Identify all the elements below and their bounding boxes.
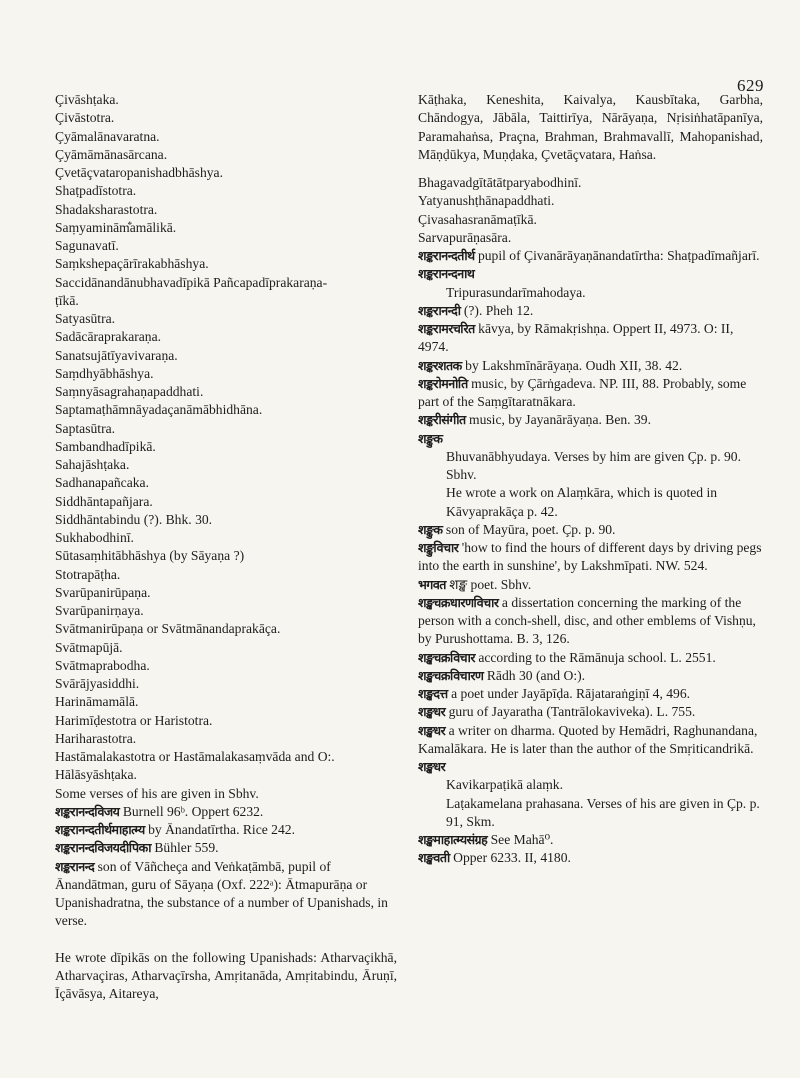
catalogue-entry xyxy=(418,722,763,759)
entry-text: music, by Jayanārāyaṇa. Ben. 39. xyxy=(465,412,651,428)
catalogue-entry xyxy=(418,685,763,703)
title-line: Svarūpanirūpaṇa. xyxy=(55,584,151,600)
entry-text: a writer on dharma. Quoted by Hemādri, Raghunandana, Kamalākara. He is later than the author of the Smṛiticandrikā. xyxy=(418,722,758,756)
entry-text: a poet under Jayāpīḍa. Rājataraṅgiṇī 4, 496. xyxy=(447,686,691,701)
title-line: Siddhāntapañjara. xyxy=(55,493,153,509)
title-line: Saptamaṭhāmnāyadaçanāmābhidhāna. xyxy=(55,402,263,418)
devanagari-headword: शङ्खधर xyxy=(418,759,446,774)
entry-subline: Bhuvanābhyudaya. Verses by him are given Çp. p. 90. Sbhv. xyxy=(446,448,741,482)
left-title-list xyxy=(55,91,397,803)
title-line: Çvetāçvataropanishadbhāshya. xyxy=(55,165,223,180)
catalogue-entry xyxy=(418,357,763,375)
left-tail-paragraph: He wrote dīpikās on the following Upanishads: Atharvaçikhā, Atharvaçiras, Atharvaçīrsha, Amṛitanāda, Amṛitabindu, Āruṇī, Īçāvāsya, Aitareya, xyxy=(55,949,397,1001)
title-line: Saṃnyāsagrahaṇapaddhati. xyxy=(55,384,204,399)
title-line: Çivasahasranāmaṭīkā. xyxy=(418,211,537,227)
title-line: Svātmapūjā. xyxy=(55,639,123,655)
right-entries xyxy=(418,247,763,868)
title-line: ṭīkā. xyxy=(55,292,79,308)
entry-text: Rādh 30 (and O:). xyxy=(483,667,586,683)
devanagari-headword: शङ्कुक xyxy=(418,521,443,537)
title-line: Svātmaprabodha. xyxy=(55,657,150,673)
devanagari-headword: भगवत xyxy=(418,576,446,592)
title-line: Çyāmāmānasārcana. xyxy=(55,146,168,162)
catalogue-entry xyxy=(418,375,763,412)
devanagari-headword: शङ्करानन्द xyxy=(55,858,95,874)
entry-text: music, by Çārṅgadeva. NP. III, 88. Probably, some part of the Saṃgītaratnākara. xyxy=(418,375,747,409)
title-line: Svārājyasiddhi. xyxy=(55,676,140,691)
catalogue-entry xyxy=(55,839,397,857)
entry-text: guru of Jayaratha (Tantrālokaviveka). L. 755. xyxy=(445,704,696,720)
devanagari-headword: शङ्करानन्दविजय xyxy=(55,803,120,819)
devanagari-headword: शङ्करानन्दविजयदीपिका xyxy=(55,840,151,856)
title-line: Sūtasaṃhitābhāshya (by Sāyaṇa ?) xyxy=(55,548,245,564)
title-line: Satyasūtra. xyxy=(55,311,116,326)
entry-text: a dissertation concerning the marking of the person with a conch-shell, disc, and other emblems of Vishṇu, by Purushottama. B. 3, 126. xyxy=(418,594,756,647)
devanagari-headword: शङ्खधर xyxy=(418,704,446,720)
entry-text: kāvya, by Rāmakṛishṇa. Oppert II, 4973. O: II, 4974. xyxy=(418,321,734,355)
catalogue-entry xyxy=(418,247,763,265)
catalogue-entry xyxy=(418,849,763,867)
title-line: Harimīḍestotra or Haristotra. xyxy=(55,712,213,728)
entry-subline: Tripurasundarīmahodaya. xyxy=(446,284,586,300)
title-line: Harināmamālā. xyxy=(55,694,139,710)
entry-text: pupil of Çivanārāyaṇānandatīrtha: Shaṭpadīmañjarī. xyxy=(474,248,760,263)
catalogue-entry xyxy=(418,521,763,539)
entry-text: son of Vāñcheça and Veṅkaṭāmbā, pupil of Ānandātman, guru of Sāyaṇa (Oxf. 222ᵃ): Ātmapurāṇa or Upanishadratna, the substance of a number of Upanishads, in verse. xyxy=(55,858,388,929)
devanagari-headword: शङ्करोमनोति xyxy=(418,375,468,391)
devanagari-headword: शङ्करानन्दी xyxy=(418,302,461,318)
entry-text: (?). Pheh 12. xyxy=(460,302,534,318)
entry-text: Opper 6233. II, 4180. xyxy=(449,850,571,866)
title-line: Hastāmalakastotra or Hastāmalakasaṃvāda and O:. xyxy=(55,749,335,764)
devanagari-headword: शङ्खमाहात्म्यसंग्रह xyxy=(418,832,488,847)
left-entries xyxy=(55,803,397,931)
devanagari-headword: शङ्करानन्दतीर्थमाहात्म्य xyxy=(55,822,145,837)
left-column xyxy=(55,91,397,1003)
title-line: Saptasūtra. xyxy=(55,420,116,436)
devanagari-headword: शङ्कुविचार xyxy=(418,540,459,555)
title-line: Saṃdhyābhāshya. xyxy=(55,365,154,381)
title-line: Svarūpanirṇaya. xyxy=(55,603,144,618)
title-line: Çyāmalānavaratna. xyxy=(55,128,160,144)
catalogue-entry xyxy=(418,703,763,721)
title-line: Siddhāntabindu (?). Bhk. 30. xyxy=(55,511,213,527)
devanagari-headword: शङ्करानन्दनाथ xyxy=(418,266,475,282)
catalogue-entry xyxy=(418,302,763,320)
right-top-paragraph: Kāṭhaka, Keneshita, Kaivalya, Kausbītaka, Garbha, Chāndogya, Jābāla, Taittirīya, Nārāyaṇa, Nṛisiṅhatāpanīya, Paramahaṅsa, Praçna, Brahman, Brahmavallī, Mahopanishad, Māṇḍūkya, Muṇḍaka, Çvetāçvatara, Haṅsa. xyxy=(418,92,763,162)
right-title-list xyxy=(418,174,763,247)
page-number: 629 xyxy=(737,76,764,95)
catalogue-entry xyxy=(55,803,397,821)
catalogue-entry xyxy=(418,667,763,685)
devanagari-headword: शङ्करशतक xyxy=(418,357,462,373)
catalogue-entry xyxy=(418,411,763,429)
catalogue-entry xyxy=(55,821,397,839)
title-line: Bhagavadgītātātparyabodhinī. xyxy=(418,175,582,190)
catalogue-entry xyxy=(418,539,763,576)
title-line: Sambandhadīpikā. xyxy=(55,438,156,454)
entry-subline: Laṭakamelana prahasana. Verses of his are given in Çp. p. 91, Skm. xyxy=(446,795,760,829)
devanagari-headword: शङ्करानन्दतीर्थ xyxy=(418,248,475,263)
catalogue-entry xyxy=(418,831,763,849)
devanagari-headword: शङ्खचक्रविचार xyxy=(418,649,475,665)
title-line: Shaṭpadīstotra. xyxy=(55,183,137,199)
title-line: Çivāshṭaka. xyxy=(55,92,119,107)
title-line: Saccidānandānubhavadīpikā Pañcapadīprakaraṇa- xyxy=(55,274,328,290)
title-line: Sanatsujātīyavivaraṇa. xyxy=(55,347,178,363)
devanagari-headword: शङ्खवती xyxy=(418,850,450,866)
catalogue-entry xyxy=(418,320,763,357)
entry-text: by Lakshmīnārāyaṇa. Oudh XII, 38. 42. xyxy=(461,357,683,373)
devanagari-headword: शङ्खधर xyxy=(418,722,446,738)
catalogue-entry xyxy=(418,265,763,283)
entry-text: son of Mayūra, poet. Çp. p. 90. xyxy=(442,521,616,537)
title-line: Çivāstotra. xyxy=(55,110,115,126)
title-line: Yatyanushṭhānapaddhati. xyxy=(418,193,555,209)
title-line: Svātmanirūpaṇa or Svātmānandaprakāça. xyxy=(55,621,281,637)
title-line: Sukhabodhinī. xyxy=(55,530,134,545)
devanagari-headword: शङ्करामरचरित xyxy=(418,321,475,336)
title-line: Saṃkshepaçārīrakabhāshya. xyxy=(55,256,209,272)
devanagari-headword: शङ्खचक्रधारणविचार xyxy=(418,594,499,610)
title-line: Sadācāraprakaraṇa. xyxy=(55,329,162,345)
title-line: Stotrapāṭha. xyxy=(55,566,121,582)
entry-text: See Mahā⁰. xyxy=(487,832,554,847)
devanagari-headword: शङ्खचक्रविचारण xyxy=(418,667,484,683)
devanagari-headword: शङ्खदत्त xyxy=(418,686,448,701)
catalogue-entry xyxy=(418,430,763,448)
title-line: Sagunavatī. xyxy=(55,238,119,253)
entry-text: Bühler 559. xyxy=(150,840,219,856)
devanagari-headword: शङ्कुक xyxy=(418,430,443,446)
entry-text: by Ānandatīrtha. Rice 242. xyxy=(144,822,295,837)
entry-text: 'how to find the hours of different days by driving pegs into the earth in sunshine', by Lakshmīpati. NW. 524. xyxy=(418,540,762,574)
catalogue-entry xyxy=(418,758,763,776)
title-line: Sarvapurāṇasāra. xyxy=(418,229,512,245)
catalogue-entry xyxy=(55,858,397,931)
entry-subline: Kavikarpaṭikā alaṃk. xyxy=(446,777,564,793)
catalogue-entry xyxy=(418,594,763,649)
devanagari-headword: शङ्करीसंगीत xyxy=(418,412,466,428)
entry-text: Burnell 96ᵇ. Oppert 6232. xyxy=(119,803,264,819)
right-column xyxy=(418,91,763,868)
entry-text: according to the Rāmānuja school. L. 2551. xyxy=(474,649,716,665)
title-line: Shadaksharastotra. xyxy=(55,201,158,217)
title-line: Hālāsyāshṭaka. xyxy=(55,767,137,783)
title-line: Sadhanapañcaka. xyxy=(55,475,149,491)
catalogue-entry xyxy=(418,649,763,667)
entry-subline: He wrote a work on Alaṃkāra, which is quoted in Kāvyaprakāça p. 42. xyxy=(446,485,718,519)
catalogue-entry xyxy=(418,576,763,594)
title-line: Some verses of his are given in Sbhv. xyxy=(55,785,259,801)
title-line: Saṃyaminām̐amālikā. xyxy=(55,219,177,235)
title-line: Hariharastotra. xyxy=(55,730,137,746)
entry-text: शङ्ख poet. Sbhv. xyxy=(445,576,532,592)
title-line: Sahajāshṭaka. xyxy=(55,457,130,472)
